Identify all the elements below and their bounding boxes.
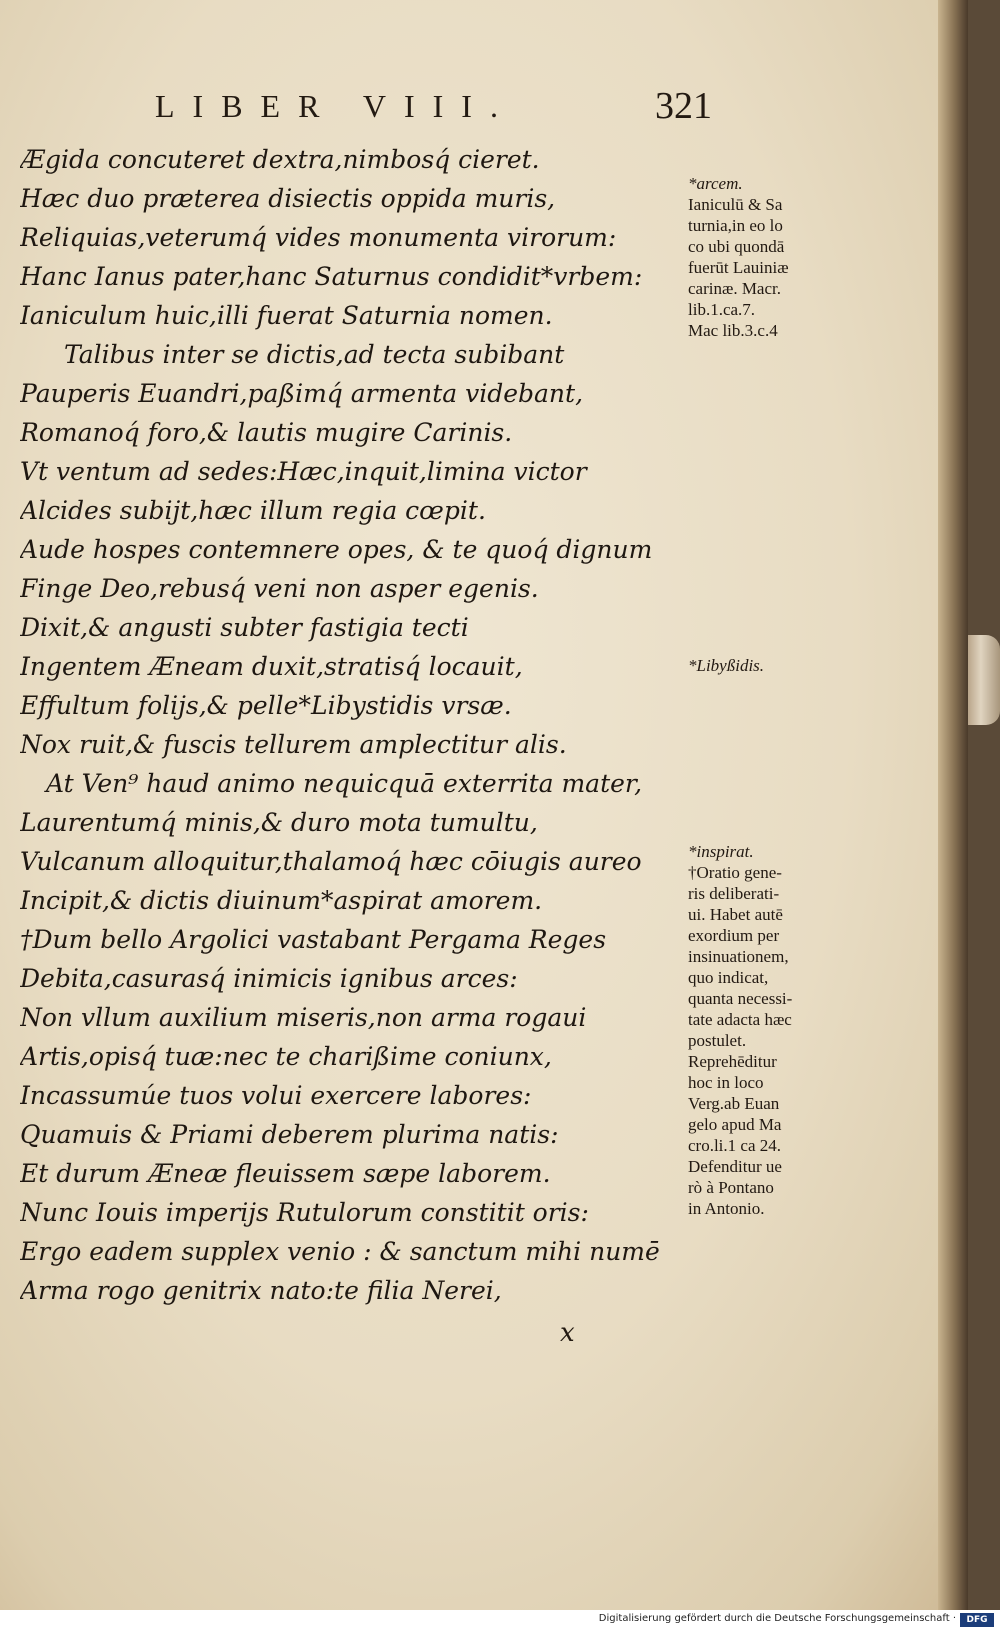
verse-line: Artis,opisq́ tuæ:nec te charißime coniunx, (20, 1042, 552, 1071)
footer-bar (0, 1610, 1000, 1631)
verse-line: Reliquias,veterumq́ vides monumenta virorum: (20, 223, 617, 252)
verse-line: Incipit,& dictis diuinum*aspirat amorem. (20, 886, 543, 915)
note-line: †Oratio gene- (688, 863, 782, 882)
verse-line: Dixit,& angusti subter fastigia tecti (20, 613, 469, 642)
note-line: Mac lib.3.c.4 (688, 321, 778, 340)
page-gutter-shadow (938, 0, 968, 1610)
note-line: quo indicat, (688, 968, 769, 987)
note-line: cro.li.1 ca 24. (688, 1136, 781, 1155)
verse-line: †Dum bello Argolici vastabant Pergama Reges (20, 925, 607, 954)
verse-line: Incassumúe tuos volui exercere labores: (20, 1081, 532, 1110)
note-line: exordium per (688, 926, 780, 945)
note-line: carinæ. Macr. (688, 279, 781, 298)
verse-line: Nox ruit,& fuscis tellurem amplectitur alis. (20, 730, 567, 759)
note-line: co ubi quondā (688, 237, 785, 256)
running-head (155, 84, 715, 134)
marginal-note-inspirat (688, 841, 858, 1219)
note-line: postulet. (688, 1031, 747, 1050)
note-line: *inspirat. (688, 842, 754, 861)
note-line: lib.1.ca.7. (688, 300, 756, 319)
verse-line: Non vllum auxilium miseris,non arma rogaui (20, 1003, 587, 1032)
verse-line: Romanoq́ foro,& lautis mugire Carinis. (20, 418, 513, 447)
verse-line: Finge Deo,rebusq́ veni non asper egenis. (20, 574, 539, 603)
note-line: ui. Habet autē (688, 905, 783, 924)
verse-line: Talibus inter se dictis,ad tecta subibant (64, 340, 565, 369)
note-line: rò à Pontano (688, 1178, 774, 1197)
note-line: insinuationem, (688, 947, 789, 966)
note-line: in Antonio. (688, 1199, 765, 1218)
verse-line: Ianiculum huic,illi fuerat Saturnia nomen. (20, 301, 553, 330)
verse-line: Et durum Æneæ fleuissem sæpe laborem. (20, 1159, 551, 1188)
verse-line: Vt ventum ad sedes:Hæc,inquit,limina victor (20, 457, 587, 486)
note-line: fuerūt Lauiniæ (688, 258, 789, 277)
note-line: hoc in loco (688, 1073, 764, 1092)
verse-line: Alcides subijt,hæc illum regia cœpit. (20, 496, 486, 525)
verse-line: Arma rogo genitrix nato:te filia Nerei, (20, 1276, 502, 1305)
note-line: *Libyßidis. (688, 656, 765, 675)
verse-line: At Ven⁹ haud animo nequicquā exterrita mater, (46, 769, 643, 798)
page-number: 321 (655, 85, 712, 127)
note-line: Verg.ab Euan (688, 1094, 780, 1113)
note-line: Ianiculū & Sa (688, 195, 783, 214)
signature-mark: x (560, 1318, 575, 1348)
footer-credit: Digitalisierung gefördert durch die Deutsche Forschungsgemeinschaft · (598, 1613, 956, 1624)
verse-line: Hanc Ianus pater,hanc Saturnus condidit*vrbem: (20, 262, 643, 291)
note-line: Reprehēditur (688, 1052, 777, 1071)
verse-line: Quamuis & Priami deberem plurima natis: (20, 1120, 559, 1149)
verse-line: Laurentumq́ minis,& duro mota tumultu, (20, 808, 538, 837)
marginal-note-libyssidis (688, 655, 858, 676)
book-clip (968, 635, 1000, 725)
verse-line: Pauperis Euandri,paßimq́ armenta videbant, (20, 379, 584, 408)
note-line: Defenditur ue (688, 1157, 782, 1176)
note-line: ris deliberati- (688, 884, 780, 903)
verse-line: Aude hospes contemnere opes, & te quoq́ dignum (20, 535, 653, 564)
note-line: turnia,in eo lo (688, 216, 783, 235)
verse-line: Ergo eadem supplex venio : & sanctum mihi numē (20, 1237, 660, 1266)
marginal-note-arcem (688, 173, 858, 341)
verse-line: Debita,casurasq́ inimicis ignibus arces: (20, 964, 518, 993)
note-line: quanta necessi- (688, 989, 793, 1008)
verse-line: Hæc duo præterea disiectis oppida muris, (20, 184, 556, 213)
verse-line: Ægida concuteret dextra,nimbosq́ cieret. (20, 145, 540, 174)
dfg-logo: DFG (960, 1613, 994, 1627)
note-line: gelo apud Ma (688, 1115, 782, 1134)
verse-line: Ingentem Æneam duxit,stratisq́ locauit, (20, 652, 523, 681)
note-line: tate adacta hæc (688, 1010, 792, 1029)
verse-text (20, 140, 700, 1310)
note-line: *arcem. (688, 174, 743, 193)
verse-line: Effultum folijs,& pelle*Libystidis vrsæ. (20, 691, 512, 720)
running-head-title: LIBER VIII. (155, 88, 516, 124)
verse-line: Nunc Iouis imperijs Rutulorum constitit oris: (20, 1198, 589, 1227)
verse-line: Vulcanum alloquitur,thalamoq́ hæc cōiugis aureo (20, 847, 642, 876)
